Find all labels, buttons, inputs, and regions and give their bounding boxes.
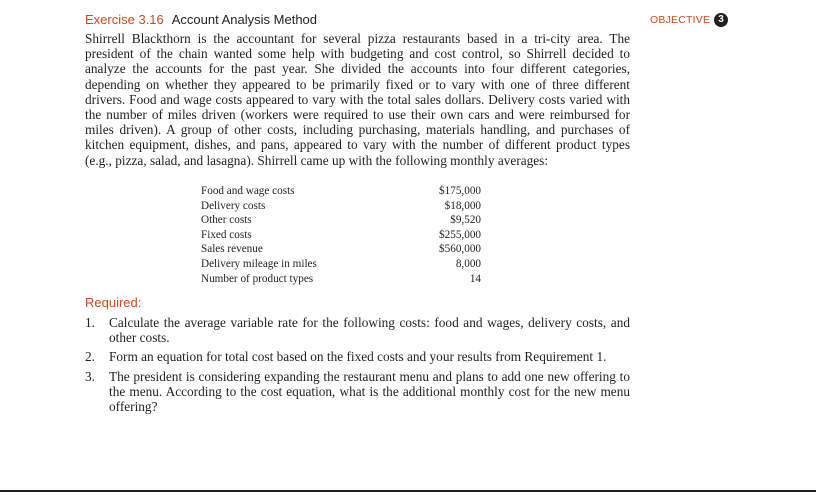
table-row bbox=[201, 199, 481, 214]
requirement-number: 1. bbox=[85, 315, 95, 330]
list-item bbox=[85, 315, 630, 345]
bottom-divider bbox=[0, 490, 816, 492]
row-value: $175,000 bbox=[439, 185, 481, 197]
table-row bbox=[201, 228, 481, 243]
row-label: Delivery mileage in miles bbox=[201, 257, 317, 270]
requirement-text: Calculate the average variable rate for the following costs: food and wages, delivery costs, and other costs. bbox=[109, 315, 630, 346]
row-label: Sales revenue bbox=[201, 243, 263, 256]
list-item bbox=[85, 349, 630, 364]
requirement-number: 3. bbox=[85, 368, 95, 384]
row-label: Other costs bbox=[201, 214, 252, 227]
monthly-averages-table bbox=[201, 184, 481, 286]
row-value: 8,000 bbox=[455, 257, 481, 270]
table-row bbox=[201, 184, 481, 199]
objective-number-badge: 3 bbox=[714, 13, 728, 27]
exercise-paragraph: Shirrell Blackthorn is the accountant for several pizza restaurants based in a tri-city area. The president of the chain wanted some help with budgeting and cost control, so Shirrell decided to analyze the accounts for the past year. She divided the accounts into four different categories, depending on whether they appeared to be primarily fixed or to vary with one of three different drivers. Food and wage costs appeared to vary with the total sales dollars. Delivery costs varied with the number of miles driven (workers were required to use their own cars and were reimbursed for miles driven). A group of other costs, including purchasing, materials handling, and purchases of kitchen equipment, dishes, and pans, appeared to vary with the number of different product types (e.g., pizza, salad, and lasagna). Shirrell came up with the following monthly averages: bbox=[85, 31, 630, 168]
table-row bbox=[201, 242, 481, 257]
row-value: $560,000 bbox=[439, 243, 481, 256]
row-label: Number of product types bbox=[201, 272, 314, 285]
required-heading: Required: bbox=[85, 295, 142, 310]
row-value: $18,000 bbox=[444, 199, 481, 212]
row-value: $9,520 bbox=[450, 214, 481, 227]
objective-label: OBJECTIVE bbox=[650, 14, 711, 26]
table-row bbox=[201, 257, 481, 272]
row-label: Food and wage costs bbox=[201, 185, 295, 197]
exercise-title: Account Analysis Method bbox=[171, 12, 318, 27]
row-value: $255,000 bbox=[439, 228, 481, 241]
exercise-header bbox=[85, 12, 645, 28]
requirement-number: 2. bbox=[85, 349, 95, 365]
requirement-text: Form an equation for total cost based on the fixed costs and your results from Requirement 1. bbox=[109, 349, 607, 365]
required-list bbox=[85, 315, 630, 418]
table-row bbox=[201, 272, 481, 287]
requirement-text: The president is considering expanding the restaurant menu and plans to add one new offering to the menu. According to the cost equation, what is the additional monthly cost for the new menu offering? bbox=[109, 368, 630, 415]
row-value: 14 bbox=[469, 272, 481, 285]
row-label: Fixed costs bbox=[201, 228, 252, 241]
list-item bbox=[85, 369, 630, 415]
table-row bbox=[201, 213, 481, 228]
row-label: Delivery costs bbox=[201, 199, 266, 212]
exercise-number: Exercise 3.16 bbox=[85, 12, 164, 27]
objective-tag bbox=[650, 13, 728, 27]
